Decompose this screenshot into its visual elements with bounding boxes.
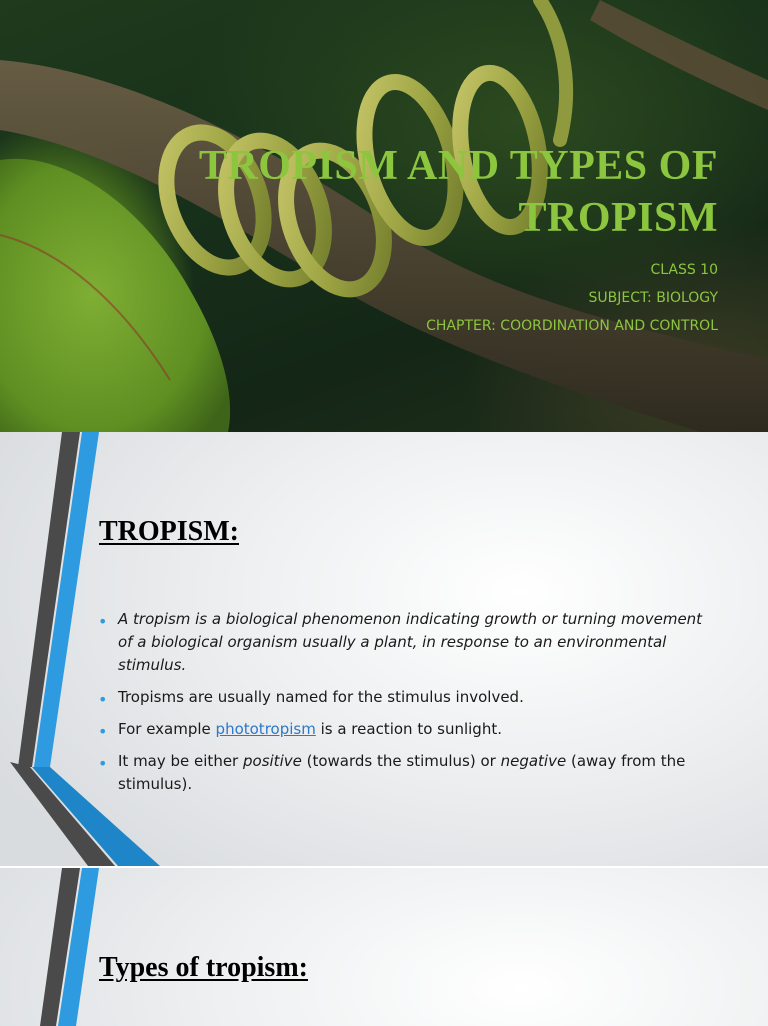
slide-subtitle bbox=[198, 256, 718, 340]
phototropism-link[interactable]: phototropism bbox=[215, 720, 316, 738]
list-item: • It may be either positive (towards the stimulus) or negative (away from the stimulus). bbox=[98, 752, 686, 793]
bullet-icon: • bbox=[98, 722, 108, 741]
bullet-icon: • bbox=[98, 690, 108, 709]
slide-title bbox=[78, 140, 718, 244]
title-line-2: TROPISM bbox=[518, 195, 718, 241]
bullet-icon: • bbox=[98, 754, 108, 773]
chapter-label: CHAPTER: COORDINATION AND CONTROL bbox=[426, 318, 718, 334]
types-of-tropism-slide bbox=[0, 866, 768, 1026]
slide-heading: TROPISM: bbox=[99, 516, 239, 547]
slide-heading: Types of tropism: bbox=[99, 952, 308, 983]
bullet-icon: • bbox=[98, 612, 108, 631]
title-slide bbox=[0, 0, 768, 432]
bullet-list bbox=[98, 608, 718, 805]
slide-accent-stripes bbox=[0, 868, 120, 1026]
list-item: • For example phototropism is a reaction to sunlight. bbox=[98, 720, 502, 741]
tropism-definition-slide bbox=[0, 432, 768, 866]
class-label: CLASS 10 bbox=[650, 262, 718, 278]
list-item: • Tropisms are usually named for the stimulus involved. bbox=[98, 688, 524, 709]
subject-label: SUBJECT: BIOLOGY bbox=[588, 290, 718, 306]
title-line-1: TROPISM AND TYPES OF bbox=[198, 143, 718, 189]
list-item: • A tropism is a biological phenomenon indicating growth or turning movement of a biological organism usually a plant, in response to an environmental stimulus. bbox=[98, 610, 703, 674]
